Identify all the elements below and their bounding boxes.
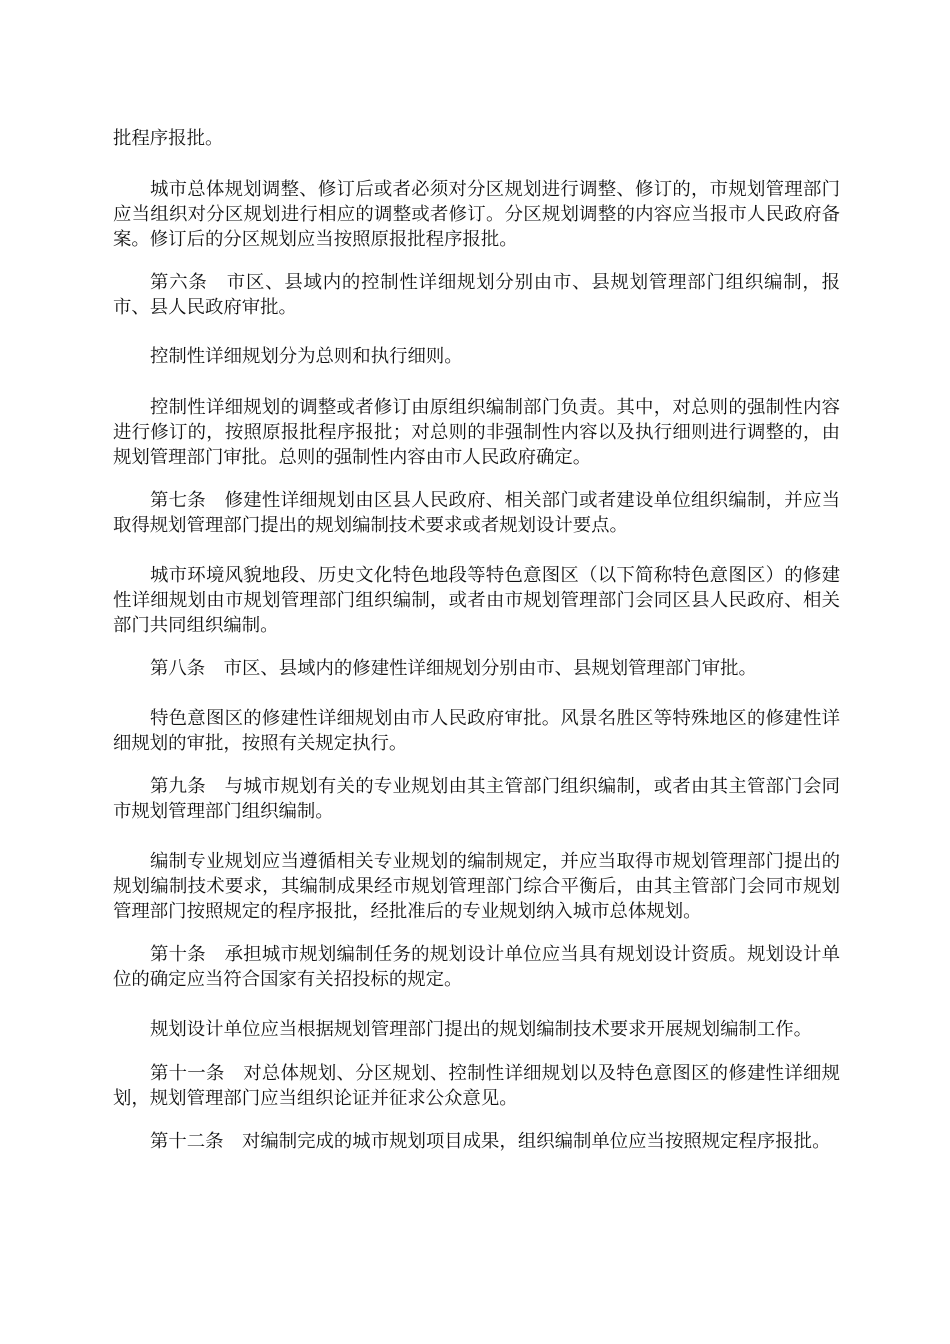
paragraph-article-8: 第八条 市区、县域内的修建性详细规划分别由市、县规划管理部门审批。 <box>150 658 757 679</box>
paragraph-article-11: 第十一条 对总体规划、分区规划、控制性详细规划以及特色意图区的修建性详细规划，规划管理部门应当组织论证并征求公众意见。 <box>113 1063 840 1109</box>
paragraph: 控制性详细规划的调整或者修订由原组织编制部门负责。其中，对总则的强制性内容进行修订的，按照原报批程序报批；对总则的非强制性内容以及执行细则进行调整的，由规划管理部门审批。总则的强制性内容由市人民政府确定。 <box>113 397 840 468</box>
paragraph-continuation: 批程序报批。 <box>113 128 224 149</box>
paragraph-article-9: 第九条 与城市规划有关的专业规划由其主管部门组织编制，或者由其主管部门会同市规划管理部门组织编制。 <box>113 776 840 822</box>
paragraph: 编制专业规划应当遵循相关专业规划的编制规定，并应当取得市规划管理部门提出的规划编制技术要求，其编制成果经市规划管理部门综合平衡后，由其主管部门会同市规划管理部门按照规定的程序报批，经批准后的专业规划纳入城市总体规划。 <box>113 851 840 922</box>
paragraph: 控制性详细规划分为总则和执行细则。 <box>150 346 463 367</box>
paragraph: 城市总体规划调整、修订后或者必须对分区规划进行调整、修订的，市规划管理部门应当组织对分区规划进行相应的调整或者修订。分区规划调整的内容应当报市人民政府备案。修订后的分区规划应当按照原报批程序报批。 <box>113 179 840 250</box>
paragraph-article-12: 第十二条 对编制完成的城市规划项目成果，组织编制单位应当按照规定程序报批。 <box>150 1131 831 1152</box>
paragraph-article-6: 第六条 市区、县域内的控制性详细规划分别由市、县规划管理部门组织编制，报市、县人民政府审批。 <box>113 272 840 318</box>
paragraph: 规划设计单位应当根据规划管理部门提出的规划编制技术要求开展规划编制工作。 <box>150 1019 813 1040</box>
paragraph-article-10: 第十条 承担城市规划编制任务的规划设计单位应当具有规划设计资质。规划设计单位的确定应当符合国家有关招投标的规定。 <box>113 944 840 990</box>
paragraph: 城市环境风貌地段、历史文化特色地段等特色意图区（以下简称特色意图区）的修建性详细规划由市规划管理部门组织编制，或者由市规划管理部门会同区县人民政府、相关部门共同组织编制。 <box>113 565 840 636</box>
paragraph-article-7: 第七条 修建性详细规划由区县人民政府、相关部门或者建设单位组织编制，并应当取得规划管理部门提出的规划编制技术要求或者规划设计要点。 <box>113 490 840 536</box>
paragraph: 特色意图区的修建性详细规划由市人民政府审批。风景名胜区等特殊地区的修建性详细规划的审批，按照有关规定执行。 <box>113 708 840 754</box>
